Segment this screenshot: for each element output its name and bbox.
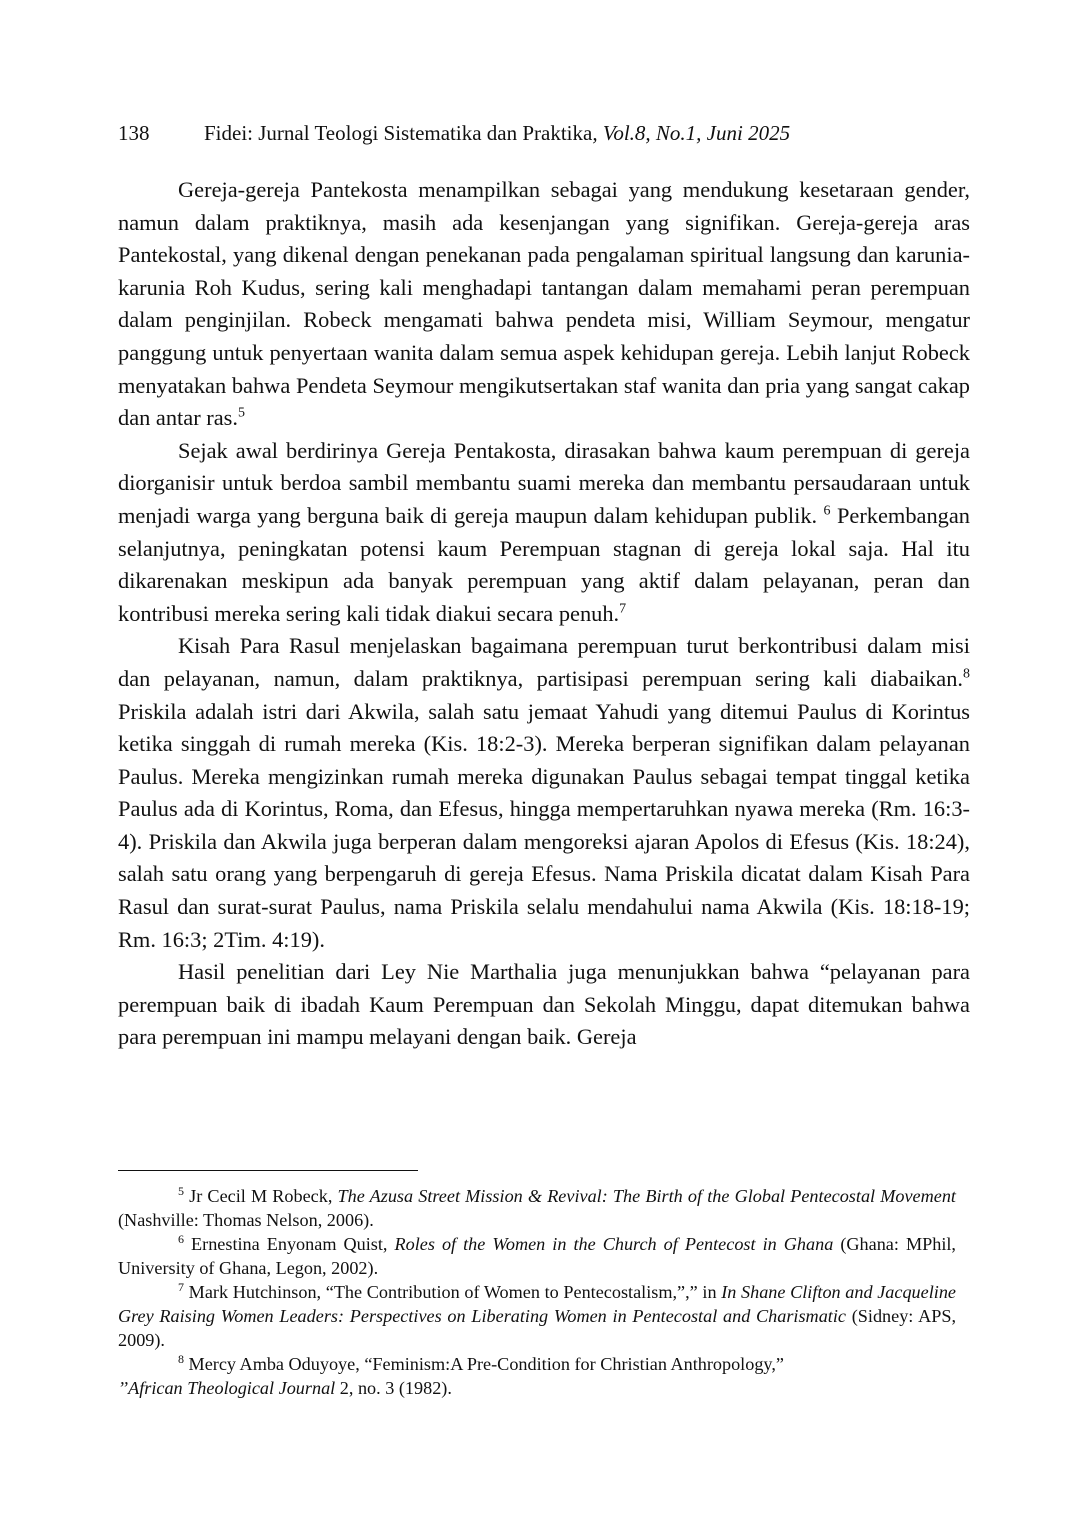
footnote-number: 5: [178, 1183, 184, 1198]
footnote-divider: [118, 1170, 418, 1171]
paragraph-3-text-b: Priskila adalah istri dari Akwila, salah satu jemaat Yahudi yang ditemui Paulus di Korintus ketika singgah di rumah mereka (Kis. 18:2-3). Mereka berperan signifikan dalam pelayanan Paulus. Mereka mengizinkan rumah mereka digunakan Paulus sebagai tempat tinggal ketika Paulus ada di Korintus, Roma, dan Efesus, hingga mempertaruhkan nyawa mereka (Rm. 16:3-4). Priskila dan Akwila juga berperan dalam mengoreksi ajaran Apolos di Efesus (Kis. 18:24), salah satu orang yang berpengaruh di gereja Efesus. Nama Priskila dicatat dalam Kisah Para Rasul dan surat-surat Paulus, nama Priskila selalu mendahului nama Akwila (Kis. 18:18-19; Rm. 16:3; 2Tim. 4:19).: [118, 698, 970, 952]
footnote-ref-8: 8: [963, 666, 970, 682]
footnote-text: Mark Hutchinson, “The Contribution of Women to Pentecostalism,”,” in: [184, 1282, 722, 1302]
footnote-number: 8: [178, 1351, 184, 1366]
footnote-text: Ernestina Enyonam Quist,: [184, 1234, 395, 1254]
paragraph-4: [118, 956, 970, 1054]
paragraph-4-text: Hasil penelitian dari Ley Nie Marthalia juga menunjukkan bahwa “pelayanan para perempuan baik di ibadah Kaum Perempuan dan Sekolah Minggu, dapat ditemukan bahwa para perempuan ini mampu melayani dengan baik. Gereja: [118, 959, 970, 1050]
paragraph-2: [118, 435, 970, 631]
footnote-text: 2, no. 3 (1982).: [335, 1378, 452, 1398]
footnote-8: [118, 1352, 956, 1400]
footnote-6: [118, 1232, 956, 1280]
footnote-text: Jr Cecil M Robeck,: [184, 1186, 338, 1206]
paragraph-2-text-a: Sejak awal berdirinya Gereja Pentakosta, dirasakan bahwa kaum perempuan di gereja diorganisir untuk berdoa sambil membantu suami mereka dan membantu persaudaraan untuk menjadi warga yang berguna baik di gereja maupun dalam kehidupan publik.: [118, 437, 970, 528]
running-header: [118, 118, 918, 148]
footnote-7: [118, 1280, 956, 1352]
footnote-title: The Azusa Street Mission & Revival: The Birth of the Global Pentecostal Movement: [337, 1186, 956, 1206]
footnote-ref-5: 5: [237, 405, 245, 421]
footnote-text: Mercy Amba Oduyoye, “Feminism:A Pre-Condition for Christian Anthropology,”: [184, 1354, 784, 1374]
paragraph-1: [118, 174, 970, 435]
footnotes: [118, 1184, 956, 1400]
footnote-title: Roles of the Women in the Church of Pentecost in Ghana: [394, 1234, 834, 1254]
paragraph-2-text-b: Perkembangan selanjutnya, peningkatan potensi kaum Perempuan stagnan di gereja lokal saja. Hal itu dikarenakan meskipun ada banyak perempuan yang aktif dalam pelayanan, peran dan kontribusi mereka sering kali tidak diakui secara penuh.: [118, 502, 970, 626]
body-text: [118, 174, 970, 1054]
footnote-title: In Shane Clifton and Jacqueline Grey Raising Women Leaders: Perspectives on Liberating Women in Pentecostal and Charismatic: [118, 1282, 956, 1326]
footnote-ref-7: 7: [619, 601, 627, 617]
footnote-number: 6: [178, 1231, 184, 1246]
footnote-text: (Nashville: Thomas Nelson, 2006).: [118, 1210, 374, 1230]
paragraph-3: [118, 630, 970, 956]
page-number: 138: [118, 121, 150, 145]
journal-issue: , Vol.8, No.1, Juni 2025: [592, 121, 791, 145]
journal-name: Fidei: Jurnal Teologi Sistematika dan Praktika: [204, 121, 593, 145]
paragraph-1-text: Gereja-gereja Pantekosta menampilkan sebagai yang mendukung kesetaraan gender, namun dalam praktiknya, masih ada kesenjangan yang signifikan. Gereja-gereja aras Pantekostal, yang dikenal dengan penekanan pada pengalaman spiritual langsung dan karunia-karunia Roh Kudus, sering kali menghadapi tantangan dalam memahami peran perempuan dalam penginjilan. Robeck mengamati bahwa pendeta misi, William Seymour, mengatur panggung untuk penyertaan wanita dalam semua aspek kehidupan gereja. Lebih lanjut Robeck menyatakan bahwa Pendeta Seymour mengikutsertakan staf wanita dan pria yang sangat cakap dan antar ras.: [118, 177, 970, 431]
paragraph-3-text-a: Kisah Para Rasul menjelaskan bagaimana perempuan turut berkontribusi dalam misi dan pelayanan, namun, dalam praktiknya, partisipasi perempuan sering kali diabaikan.: [118, 633, 970, 691]
footnote-text: (Sidney: APS, 2009).: [118, 1306, 956, 1350]
footnote-title: ’’African Theological Journal: [118, 1378, 336, 1398]
footnote-text: (Ghana: MPhil, University of Ghana, Legon, 2002).: [118, 1234, 956, 1278]
footnote-ref-6: 6: [823, 503, 831, 519]
footnote-number: 7: [178, 1279, 184, 1294]
footnote-5: [118, 1184, 956, 1232]
